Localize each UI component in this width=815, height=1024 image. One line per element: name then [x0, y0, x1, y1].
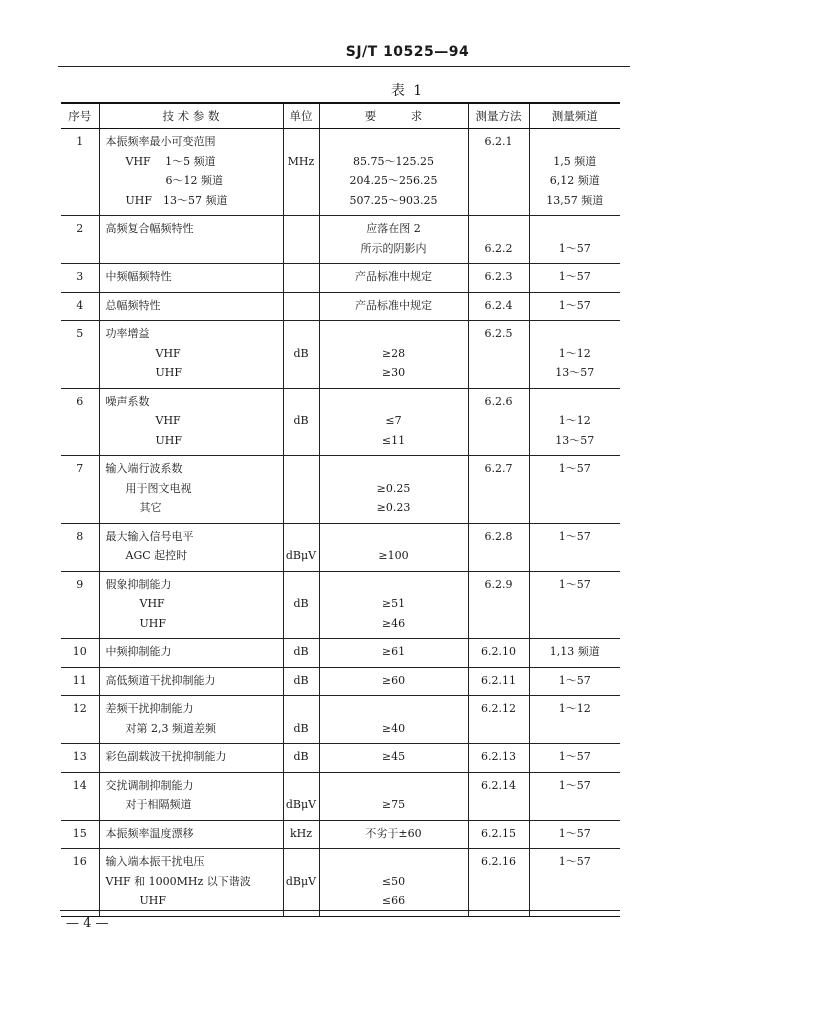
table-row	[61, 264, 620, 293]
row-number-line: 2	[76, 222, 84, 235]
row-number-line: 9	[76, 577, 84, 591]
row-channel-line	[530, 132, 621, 152]
row-param-line: 总幅频特性	[105, 298, 161, 312]
row-unit	[283, 216, 319, 264]
row-channel-line: 1～57	[558, 298, 591, 312]
table-row	[61, 820, 620, 849]
row-param	[99, 820, 283, 849]
row-unit-line	[284, 219, 319, 239]
row-unit-line	[284, 852, 319, 872]
row-channel-line	[530, 219, 621, 239]
row-requirement-line: 507.25～903.25	[349, 193, 438, 207]
row-number	[61, 772, 99, 820]
row-requirement-line: ≥51	[381, 597, 406, 610]
row-requirement-line	[320, 392, 468, 412]
row-channel-line: 1～12	[558, 346, 591, 360]
row-requirement-line: ≥61	[381, 645, 406, 658]
row-channel-line: 1～12	[558, 702, 591, 715]
row-method-line: 6.2.10	[481, 645, 516, 658]
row-requirement-line: ≤66	[381, 894, 406, 907]
row-param	[99, 571, 283, 639]
row-requirement	[319, 849, 468, 917]
row-channel	[529, 849, 620, 917]
row-unit	[283, 667, 319, 696]
row-unit	[283, 523, 319, 571]
row-channel-line: 1～57	[558, 673, 591, 687]
row-channel-line: 1～57	[558, 529, 591, 543]
row-number-line: 11	[72, 673, 87, 687]
row-channel-line	[530, 392, 621, 412]
row-requirement-line: ≥0.23	[376, 501, 411, 514]
row-channel	[529, 639, 620, 668]
row-requirement-line: ≥28	[381, 346, 406, 360]
row-requirement	[319, 696, 468, 744]
row-number	[61, 264, 99, 293]
row-requirement-line: 85.75～125.25	[353, 154, 434, 168]
row-channel	[529, 571, 620, 639]
row-param-line: 差频干扰抑制能力	[105, 702, 194, 715]
row-method	[468, 321, 529, 389]
table-row	[61, 639, 620, 668]
row-requirement	[319, 639, 468, 668]
row-method	[468, 849, 529, 917]
row-channel-line: 1～57	[558, 270, 591, 283]
row-requirement-line: ≥75	[381, 798, 406, 811]
row-param-line: 功率增益	[105, 327, 150, 340]
header-rule	[58, 66, 630, 67]
row-param	[99, 639, 283, 668]
row-requirement-line: ≥46	[381, 616, 406, 630]
row-requirement	[319, 820, 468, 849]
row-param-line: 输入端本振干扰电压	[105, 855, 205, 868]
row-channel	[529, 696, 620, 744]
table-row	[61, 321, 620, 389]
row-unit	[283, 456, 319, 524]
row-number-line: 4	[76, 298, 84, 312]
row-number-line: 5	[76, 327, 84, 340]
row-param	[99, 696, 283, 744]
row-method-line: 6.2.5	[484, 327, 513, 340]
row-method	[468, 639, 529, 668]
row-method-line: 6.2.9	[484, 577, 513, 591]
row-number-line: 7	[76, 462, 84, 475]
row-channel	[529, 321, 620, 389]
row-unit	[283, 696, 319, 744]
row-method-line: 6.2.4	[484, 298, 513, 312]
col-header-no: 序号	[61, 103, 99, 129]
row-unit-line: dBμV	[285, 874, 317, 888]
row-unit-line	[284, 575, 319, 595]
row-method-line: 6.2.14	[481, 778, 516, 792]
row-method	[468, 696, 529, 744]
row-channel-line: 6,12 频道	[549, 174, 600, 187]
row-number-line: 14	[72, 778, 87, 792]
row-requirement-line: 产品标准中规定	[355, 298, 432, 312]
row-unit-line	[284, 392, 319, 412]
row-number-line: 16	[72, 855, 87, 868]
row-param-line: VHF 和 1000MHz 以下谐波	[105, 874, 251, 888]
row-channel	[529, 667, 620, 696]
table-row	[61, 129, 620, 216]
row-channel-line: 13,57 频道	[546, 193, 604, 207]
row-param-line: 对于相隔频道	[125, 798, 192, 811]
table-body	[61, 129, 620, 917]
row-param-line: UHF	[139, 894, 166, 907]
col-header-param: 技 术 参 数	[99, 103, 283, 129]
row-requirement	[319, 264, 468, 293]
row-requirement-line	[320, 324, 468, 344]
table-row	[61, 571, 620, 639]
row-channel-line: 1～57	[558, 577, 591, 591]
row-unit-line	[284, 776, 319, 796]
row-method-line: 6.2.15	[481, 826, 516, 840]
row-unit	[283, 639, 319, 668]
row-unit	[283, 744, 319, 773]
col-header-req: 要 求	[319, 103, 468, 129]
row-requirement-line	[320, 699, 468, 719]
row-method	[468, 264, 529, 293]
table-row	[61, 388, 620, 456]
row-requirement-line: 204.25～256.25	[349, 174, 438, 187]
row-unit	[283, 321, 319, 389]
row-requirement-line: ≥60	[381, 673, 406, 687]
row-unit-line	[284, 699, 319, 719]
row-param-line: UHF	[155, 366, 182, 379]
table-row	[61, 772, 620, 820]
row-channel	[529, 772, 620, 820]
row-unit-line: dBμV	[285, 798, 317, 811]
row-number-line: 3	[76, 270, 84, 283]
row-param-line: VHF	[155, 346, 181, 360]
row-param	[99, 216, 283, 264]
row-channel-line: 1～57	[558, 241, 591, 255]
row-method-line: 6.2.16	[481, 855, 516, 868]
row-channel-line: 1～57	[558, 462, 591, 475]
row-param-line: 假象抑制能力	[105, 577, 172, 591]
row-requirement	[319, 571, 468, 639]
table-caption: 表 1	[390, 83, 425, 99]
row-requirement-line	[320, 852, 468, 872]
row-channel	[529, 523, 620, 571]
row-unit-line: kHz	[289, 826, 313, 840]
row-requirement-line	[320, 459, 468, 479]
row-requirement	[319, 667, 468, 696]
table-row	[61, 744, 620, 773]
page-number: — 4 —	[66, 916, 109, 931]
row-number-line: 1	[76, 135, 84, 148]
row-param-line: 本振频率温度漂移	[105, 826, 194, 840]
row-number-line: 13	[72, 750, 87, 763]
row-channel-line: 1,5 频道	[553, 154, 597, 168]
row-param	[99, 772, 283, 820]
row-number	[61, 523, 99, 571]
row-param-line: UHF	[155, 433, 182, 447]
row-channel	[529, 744, 620, 773]
row-param	[99, 667, 283, 696]
row-channel	[529, 129, 620, 216]
row-number	[61, 388, 99, 456]
row-unit-line: dB	[293, 414, 309, 427]
row-param	[99, 321, 283, 389]
row-param-line: 本振频率最小可变范围	[105, 135, 216, 148]
row-requirement-line: ≥30	[381, 366, 406, 379]
row-method-line: 6.2.12	[481, 702, 516, 715]
row-param	[99, 744, 283, 773]
row-method	[468, 292, 529, 321]
row-method	[468, 523, 529, 571]
row-method-line: 6.2.13	[481, 750, 516, 763]
row-requirement-line	[320, 527, 468, 547]
standard-code-header: SJ/T 10525—94	[345, 44, 470, 60]
row-requirement	[319, 216, 468, 264]
row-number	[61, 292, 99, 321]
table-row	[61, 849, 620, 917]
row-requirement-line: 不劣于±60	[365, 826, 422, 840]
spec-table	[61, 102, 620, 917]
row-requirement	[319, 456, 468, 524]
row-unit-line	[284, 296, 319, 316]
row-method-line: 6.2.8	[484, 529, 513, 543]
row-method	[468, 744, 529, 773]
row-requirement	[319, 129, 468, 216]
row-number	[61, 820, 99, 849]
row-param-line: 高低频道干扰抑制能力	[105, 673, 216, 687]
row-requirement	[319, 321, 468, 389]
row-unit-line: dB	[293, 750, 309, 763]
row-requirement	[319, 292, 468, 321]
row-method	[468, 216, 529, 264]
row-unit-line: dB	[293, 645, 309, 658]
row-channel	[529, 292, 620, 321]
row-number	[61, 639, 99, 668]
row-requirement-line	[320, 575, 468, 595]
row-requirement-line: ≥0.25	[376, 481, 411, 495]
col-header-method: 测量方法	[468, 103, 529, 129]
row-channel-line: 1～57	[558, 750, 591, 763]
table-header-row	[61, 103, 620, 129]
row-param-line: 其它	[139, 501, 162, 514]
row-number	[61, 456, 99, 524]
row-param-line: 中频幅频特性	[105, 270, 172, 283]
row-param-line: 最大输入信号电平	[105, 529, 194, 543]
row-unit-line: dB	[293, 597, 309, 610]
row-requirement	[319, 744, 468, 773]
row-requirement-line: ≥100	[378, 549, 409, 562]
row-param-line: 中频抑制能力	[105, 645, 172, 658]
col-header-unit: 单位	[283, 103, 319, 129]
row-param-line: 对第 2,3 频道差频	[125, 721, 216, 735]
row-number-line: 8	[76, 529, 84, 543]
table-row	[61, 216, 620, 264]
row-param-line: VHF	[155, 414, 181, 427]
row-unit	[283, 264, 319, 293]
row-param-line: UHF	[139, 616, 166, 630]
row-method	[468, 388, 529, 456]
row-channel-line: 13～57	[555, 366, 595, 379]
row-param-line: VHF 1～5 频道	[125, 154, 216, 168]
row-number-line: 10	[72, 645, 87, 658]
row-param-line: 彩色副载波干扰抑制能力	[105, 750, 227, 763]
row-number-line: 6	[76, 394, 84, 408]
row-param-line: 交扰调制抑制能力	[105, 778, 194, 792]
row-param	[99, 292, 283, 321]
row-requirement-line: ≥40	[381, 721, 406, 735]
row-method	[468, 772, 529, 820]
row-unit	[283, 388, 319, 456]
table-row	[61, 523, 620, 571]
row-method-line: 6.2.1	[484, 135, 513, 148]
row-requirement-line: ≤7	[385, 414, 402, 427]
row-unit-line: dB	[293, 673, 309, 687]
row-channel	[529, 820, 620, 849]
row-method-line: 6.2.3	[484, 270, 513, 283]
row-method-line: 6.2.11	[481, 673, 516, 687]
bottom-rule	[60, 910, 620, 911]
row-requirement-line	[320, 132, 468, 152]
row-unit-line	[284, 324, 319, 344]
row-unit	[283, 820, 319, 849]
row-unit-line: dB	[293, 346, 309, 360]
row-unit-line: MHz	[287, 154, 315, 168]
row-param	[99, 129, 283, 216]
row-requirement	[319, 523, 468, 571]
row-channel-line	[530, 324, 621, 344]
row-number	[61, 667, 99, 696]
row-unit-line	[284, 267, 319, 287]
row-param-line: 6～12 频道	[165, 174, 223, 187]
row-method	[468, 129, 529, 216]
row-param	[99, 388, 283, 456]
row-param-line: 高频复合幅频特性	[105, 222, 194, 235]
row-param	[99, 456, 283, 524]
row-number-line: 12	[72, 702, 87, 715]
row-param	[99, 849, 283, 917]
col-header-channel: 测量频道	[529, 103, 620, 129]
row-channel-line: 1～57	[558, 778, 591, 792]
row-channel-line: 13～57	[555, 433, 595, 447]
table-row	[61, 456, 620, 524]
row-number	[61, 129, 99, 216]
row-unit	[283, 292, 319, 321]
table-row	[61, 292, 620, 321]
row-unit	[283, 129, 319, 216]
row-param	[99, 264, 283, 293]
row-unit-line: dB	[293, 721, 309, 735]
row-requirement	[319, 388, 468, 456]
row-channel	[529, 388, 620, 456]
row-number	[61, 696, 99, 744]
row-channel	[529, 456, 620, 524]
row-channel	[529, 264, 620, 293]
row-unit-line	[284, 459, 319, 479]
row-requirement-line: ≤11	[381, 433, 406, 447]
row-unit	[283, 772, 319, 820]
row-requirement-line: ≤50	[381, 874, 406, 888]
row-number	[61, 321, 99, 389]
row-channel-line: 1～57	[558, 826, 591, 840]
row-method-line	[469, 219, 529, 239]
row-unit-line	[284, 132, 319, 152]
row-param-line: AGC 起控时	[125, 549, 188, 562]
row-param-line: 输入端行波系数	[105, 462, 183, 475]
row-param-line: UHF 13～57 频道	[125, 193, 228, 207]
row-number	[61, 849, 99, 917]
row-channel	[529, 216, 620, 264]
row-method	[468, 571, 529, 639]
row-channel-line: 1,13 频道	[549, 645, 600, 658]
row-method	[468, 456, 529, 524]
row-channel-line: 1～57	[558, 855, 591, 868]
row-method-line: 6.2.2	[484, 241, 513, 255]
row-unit-line	[284, 527, 319, 547]
row-channel-line: 1～12	[558, 414, 591, 427]
row-requirement-line: ≥45	[381, 750, 406, 763]
row-number	[61, 571, 99, 639]
row-requirement-line: 所示的阴影内	[360, 241, 427, 255]
row-number-line: 15	[72, 826, 87, 840]
row-param-line: VHF	[139, 597, 165, 610]
row-unit	[283, 849, 319, 917]
row-param-line: 用于图文电视	[125, 481, 192, 495]
table-row	[61, 696, 620, 744]
row-unit	[283, 571, 319, 639]
row-requirement-line	[320, 776, 468, 796]
row-method	[468, 820, 529, 849]
row-method	[468, 667, 529, 696]
row-method-line: 6.2.7	[484, 462, 513, 475]
row-param-line: 噪声系数	[105, 394, 150, 408]
row-param	[99, 523, 283, 571]
row-requirement-line: 应落在图 2	[366, 222, 421, 235]
row-number	[61, 216, 99, 264]
row-method-line: 6.2.6	[484, 394, 513, 408]
table-row	[61, 667, 620, 696]
row-number	[61, 744, 99, 773]
row-unit-line: dBμV	[285, 549, 317, 562]
row-requirement	[319, 772, 468, 820]
row-requirement-line: 产品标准中规定	[355, 270, 432, 283]
